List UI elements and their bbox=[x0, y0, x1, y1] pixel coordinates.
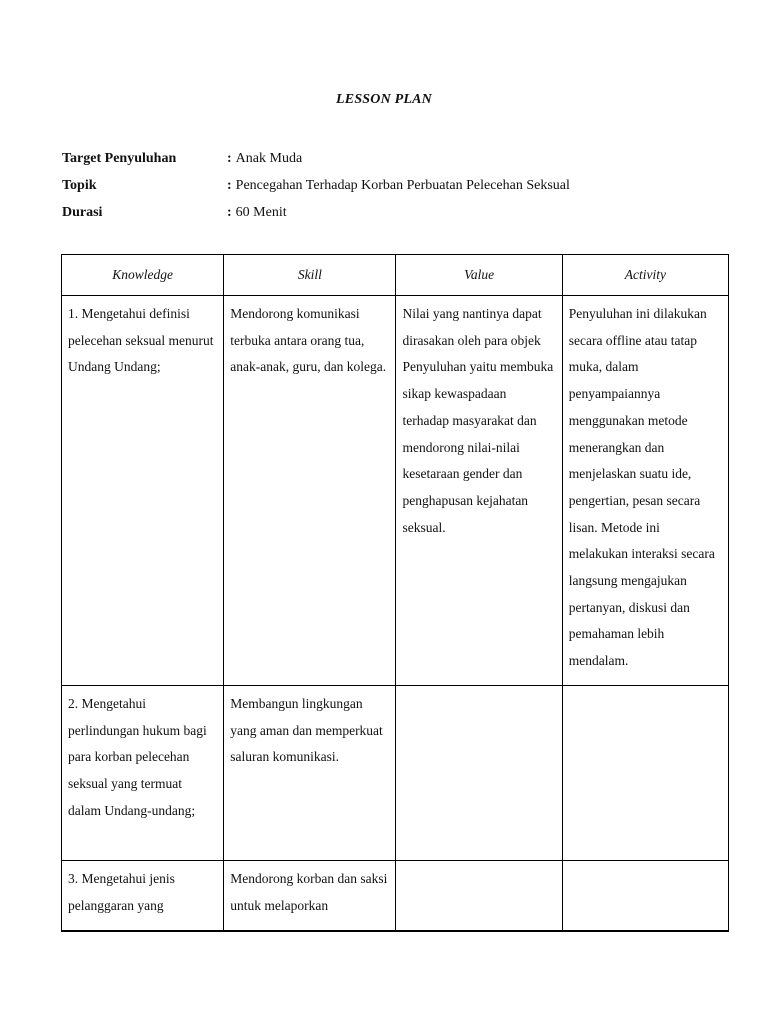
cell-skill: Mendorong komunikasi terbuka antara orang tua, anak-anak, guru, dan kolega. bbox=[224, 296, 396, 686]
meta-colon: : bbox=[227, 204, 232, 220]
cell-knowledge: 3. Mengetahui jenis pelanggaran yang bbox=[62, 861, 224, 932]
meta-row-topic bbox=[62, 172, 570, 199]
meta-row-target bbox=[62, 145, 570, 172]
lesson-meta bbox=[62, 145, 570, 226]
table-header-row bbox=[62, 255, 729, 296]
header-activity: Activity bbox=[562, 255, 728, 296]
cell-activity bbox=[562, 861, 728, 932]
header-skill: Skill bbox=[224, 255, 396, 296]
meta-label-target: Target Penyuluhan bbox=[62, 150, 177, 166]
lesson-plan-table bbox=[61, 254, 729, 932]
meta-label-topic: Topik bbox=[62, 177, 97, 193]
cell-activity bbox=[562, 686, 728, 861]
table-row bbox=[62, 861, 729, 932]
table-row bbox=[62, 686, 729, 861]
meta-value-topic: Pencegahan Terhadap Korban Perbuatan Pelecehan Seksual bbox=[235, 177, 570, 193]
cell-value bbox=[396, 861, 562, 932]
cell-value bbox=[396, 686, 562, 861]
meta-row-duration bbox=[62, 199, 570, 226]
table-row bbox=[62, 296, 729, 686]
meta-value-target: Anak Muda bbox=[235, 150, 303, 166]
meta-colon: : bbox=[227, 177, 232, 193]
page-title: LESSON PLAN bbox=[336, 92, 432, 107]
cell-skill: Mendorong korban dan saksi untuk melaporkan bbox=[224, 861, 396, 932]
cell-knowledge: 1. Mengetahui definisi pelecehan seksual menurut Undang Undang; bbox=[62, 296, 224, 686]
cell-knowledge: 2. Mengetahui perlindungan hukum bagi para korban pelecehan seksual yang termuat dalam Undang-undang; bbox=[62, 686, 224, 861]
header-knowledge: Knowledge bbox=[62, 255, 224, 296]
meta-value-duration: 60 Menit bbox=[235, 204, 287, 220]
meta-label-duration: Durasi bbox=[62, 204, 103, 220]
cell-activity: Penyuluhan ini dilakukan secara offline atau tatap muka, dalam penyampaiannya menggunakan metode menerangkan dan menjelaskan suatu ide, pengertian, pesan secara lisan. Metode ini melakukan interaksi secara langsung mengajukan pertanyan, diskusi dan pemahaman lebih mendalam. bbox=[562, 296, 728, 686]
cell-value: Nilai yang nantinya dapat dirasakan oleh para objek Penyuluhan yaitu membuka sikap kewaspadaan terhadap masyarakat dan mendorong nilai-nilai kesetaraan gender dan penghapusan kejahatan seksual. bbox=[396, 296, 562, 686]
header-value: Value bbox=[396, 255, 562, 296]
cell-skill: Membangun lingkungan yang aman dan memperkuat saluran komunikasi. bbox=[224, 686, 396, 861]
meta-colon: : bbox=[227, 150, 232, 166]
